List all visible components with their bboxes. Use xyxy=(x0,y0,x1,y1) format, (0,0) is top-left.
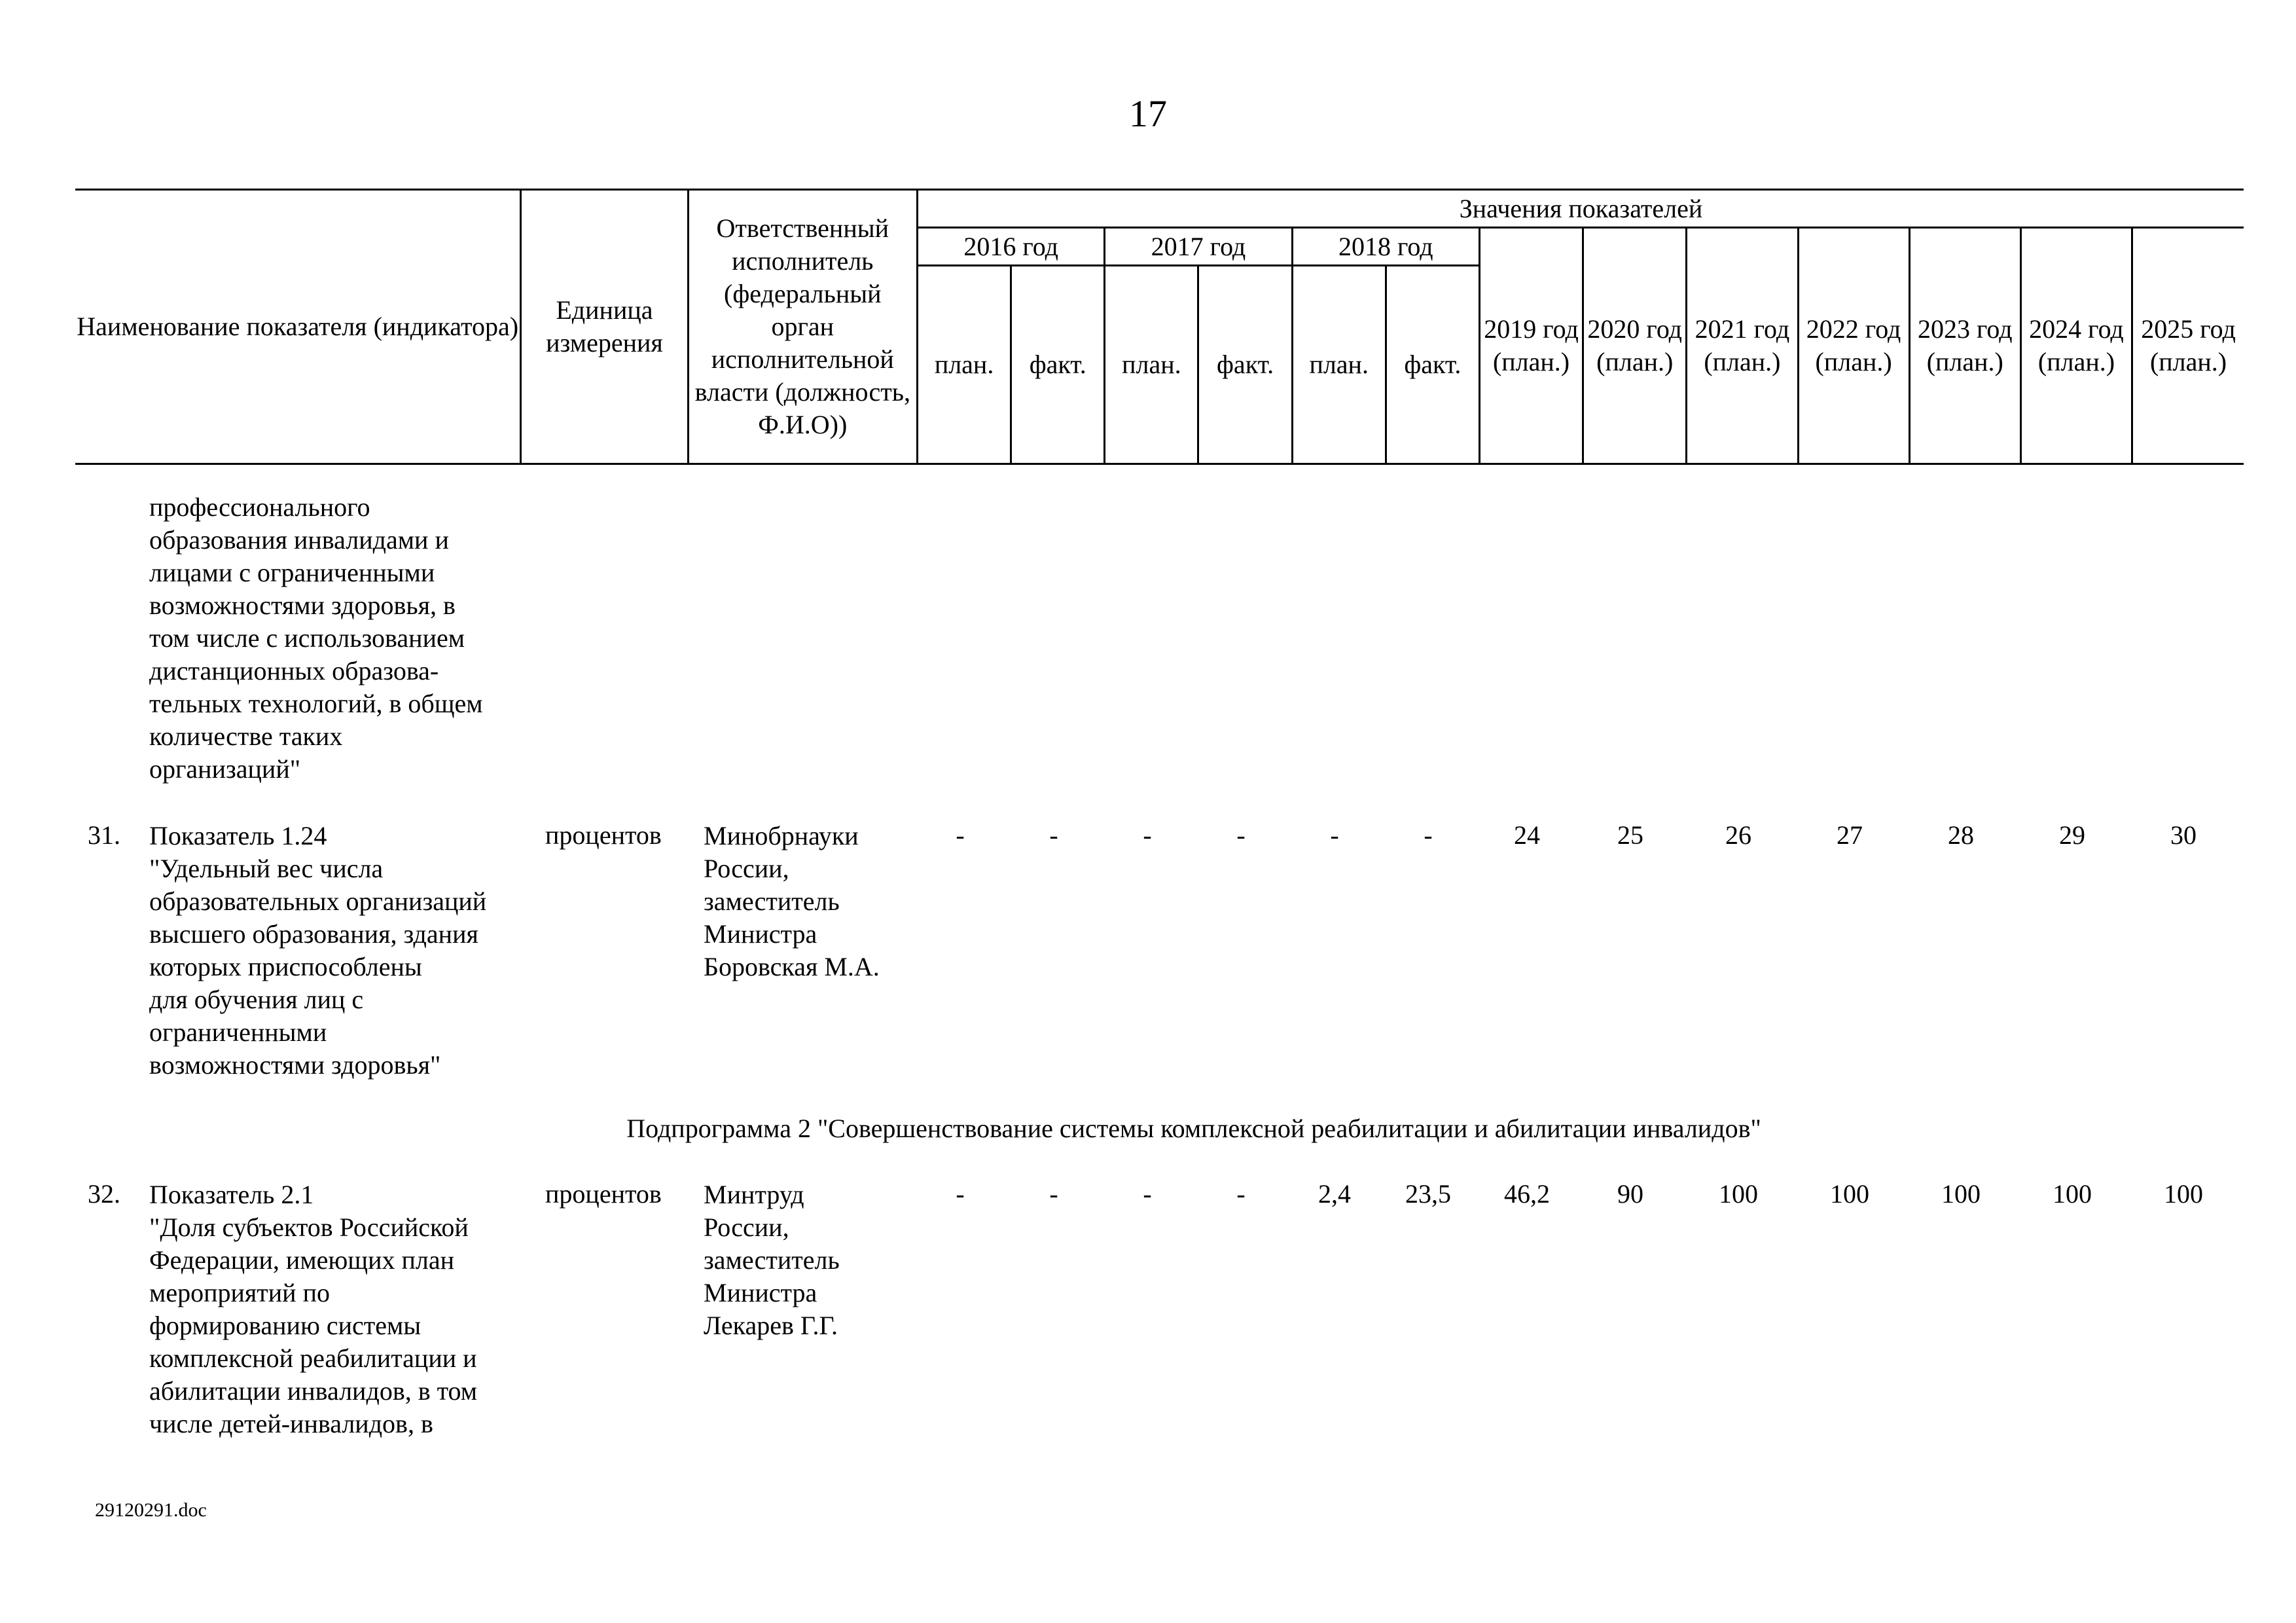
value-cell: - xyxy=(1049,1179,1058,1209)
value-cell: - xyxy=(956,1179,965,1209)
value-cell: 25 xyxy=(1617,820,1643,850)
value-cell: - xyxy=(1424,820,1433,850)
header-2021-plan: 2021 год (план.) xyxy=(1687,228,1798,464)
header-responsible: Ответственный исполнитель (федеральный орган исполнительной власти (должность, Ф.И.О)) xyxy=(688,190,917,464)
value-cell: 2,4 xyxy=(1318,1179,1351,1209)
row-number: 32. xyxy=(88,1179,120,1209)
value-cell: - xyxy=(1049,820,1058,850)
row-responsible: Минобрнауки России, заместитель Министра Боровская М.А. xyxy=(704,821,880,981)
value-cell: 100 xyxy=(2164,1179,2203,1209)
header-2020-plan: 2020 год (план.) xyxy=(1583,228,1687,464)
header-2017-fact: факт. xyxy=(1198,266,1292,464)
table-header xyxy=(75,189,2244,465)
footer-filename: 29120291.doc xyxy=(95,1499,207,1521)
value-cell: 100 xyxy=(1719,1179,1758,1209)
row-name: Показатель 1.24 "Удельный вес числа образовательных организаций высшего образования, здания которых приспособлены для обучения лиц с ограниченными возможностями здоровья" xyxy=(149,821,487,1080)
header-2023-plan: 2023 год (план.) xyxy=(1909,228,2020,464)
header-year-2016: 2016 год xyxy=(918,228,1105,266)
value-cell: 23,5 xyxy=(1405,1179,1451,1209)
value-cell: 100 xyxy=(1830,1179,1869,1209)
header-2025-plan: 2025 год (план.) xyxy=(2132,228,2244,464)
value-cell: 27 xyxy=(1837,820,1863,850)
header-unit: Единица измерения xyxy=(521,190,688,464)
header-year-2018: 2018 год xyxy=(1292,228,1479,266)
value-cell: 46,2 xyxy=(1504,1179,1550,1209)
value-cell: - xyxy=(1143,1179,1152,1209)
value-cell: 90 xyxy=(1617,1179,1643,1209)
value-cell: 26 xyxy=(1725,820,1751,850)
header-2024-plan: 2024 год (план.) xyxy=(2020,228,2132,464)
header-2017-plan: план. xyxy=(1105,266,1198,464)
subprogram-title: Подпрограмма 2 "Совершенствование системы комплексной реабилитации и абилитации инвалидов" xyxy=(626,1114,1761,1143)
value-cell: - xyxy=(1236,820,1246,850)
page-number: 17 xyxy=(1129,92,1167,135)
value-cell: 29 xyxy=(2059,820,2085,850)
value-cell: 30 xyxy=(2170,820,2197,850)
value-cell: - xyxy=(956,820,965,850)
header-2016-plan: план. xyxy=(918,266,1011,464)
value-cell: - xyxy=(1143,820,1152,850)
row-number: 31. xyxy=(88,820,120,850)
header-2018-fact: факт. xyxy=(1386,266,1479,464)
value-cell: 100 xyxy=(1941,1179,1981,1209)
value-cell: - xyxy=(1236,1179,1246,1209)
header-values-group: Значения показателей xyxy=(918,190,2244,228)
header-2022-plan: 2022 год (план.) xyxy=(1798,228,1909,464)
header-2018-plan: план. xyxy=(1292,266,1386,464)
row-unit: процентов xyxy=(545,1179,662,1209)
row-name: Показатель 2.1 "Доля субъектов Российской Федерации, имеющих план мероприятий по формированию системы комплексной реабилитации и абилитации инвалидов, в том числе детей-инвалидов, в xyxy=(149,1180,478,1438)
row-unit: процентов xyxy=(545,820,662,850)
value-cell: - xyxy=(1330,820,1339,850)
header-2016-fact: факт. xyxy=(1011,266,1105,464)
header-2019-plan: 2019 год (план.) xyxy=(1479,228,1583,464)
value-cell: 100 xyxy=(2053,1179,2092,1209)
header-year-2017: 2017 год xyxy=(1105,228,1292,266)
row-responsible: Минтруд России, заместитель Министра Лекарев Г.Г. xyxy=(704,1180,840,1340)
value-cell: 28 xyxy=(1948,820,1974,850)
continuation-text: профессионального образования инвалидами и лицами с ограниченными возможностями здоровья, в том числе с использованием дистанционных образова- тельных технологий, в общем количестве таких организаций" xyxy=(149,492,483,784)
header-name: Наименование показателя (индикатора) xyxy=(75,190,521,464)
value-cell: 24 xyxy=(1514,820,1540,850)
